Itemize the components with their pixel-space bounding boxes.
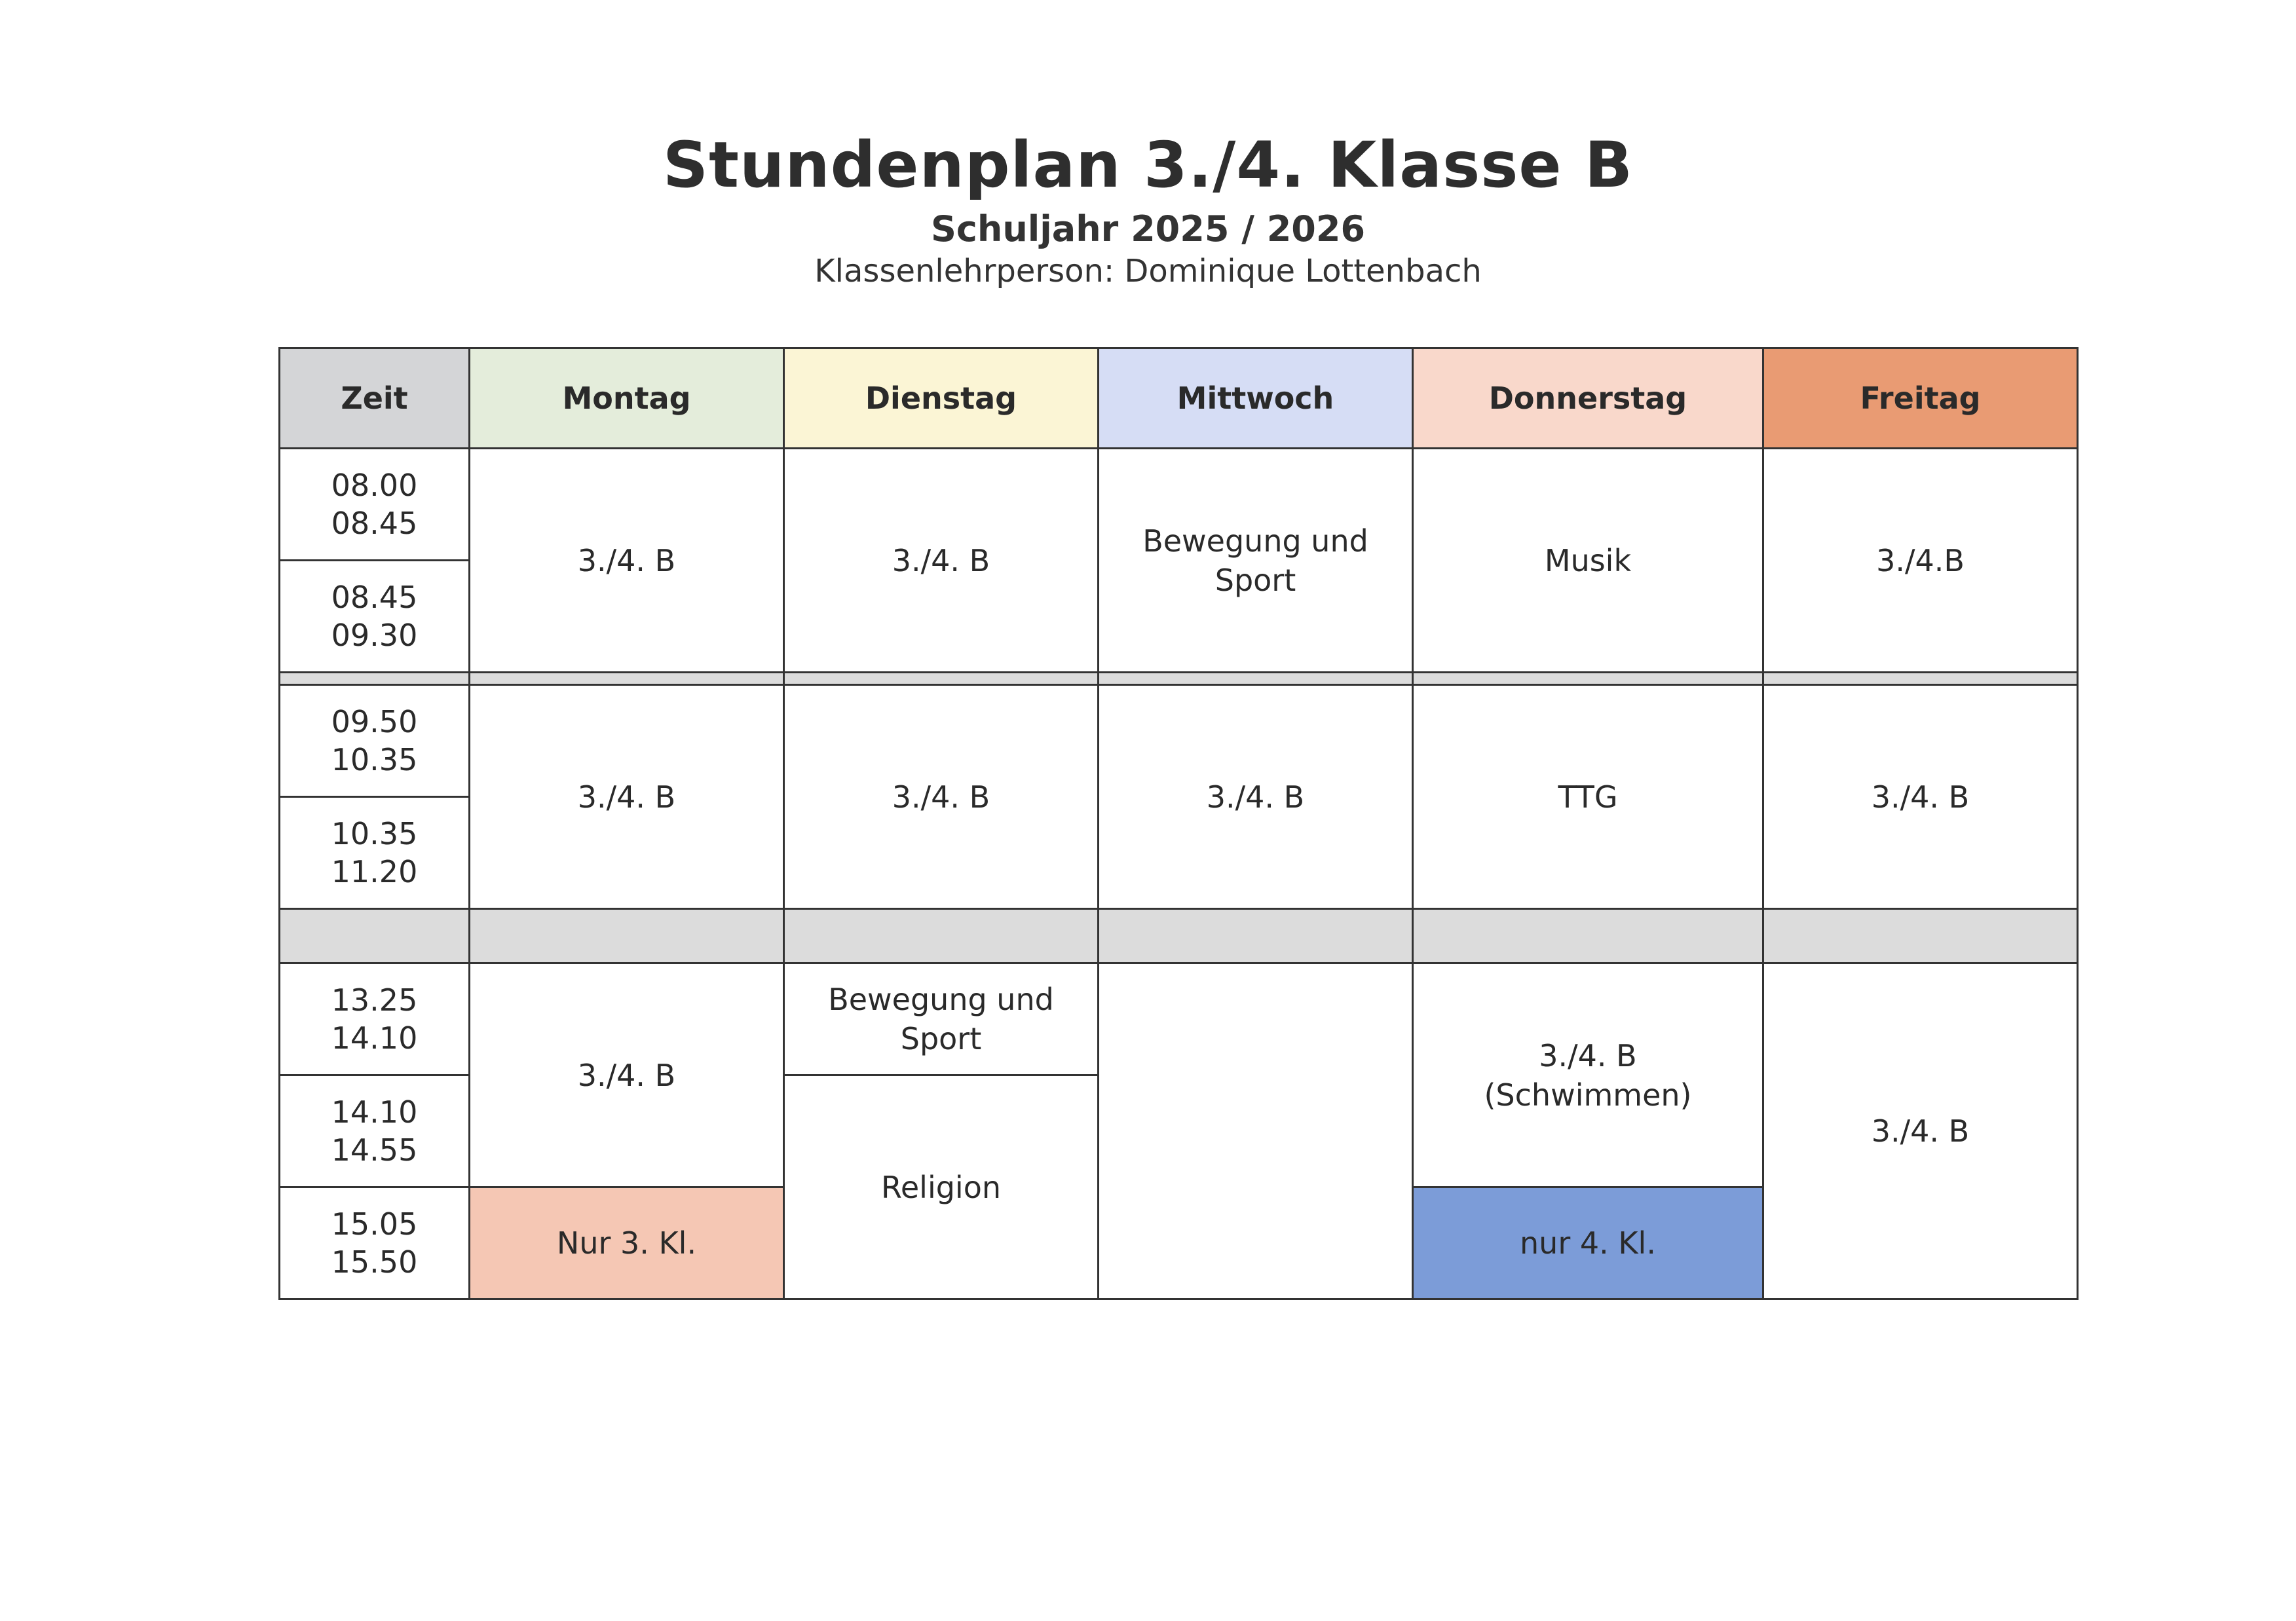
lesson-text: Religion [880,1169,1002,1205]
break-cell [470,673,784,685]
time-slot [280,685,470,797]
break-cell [1763,909,2078,963]
lesson-cell [1763,963,2078,1299]
lesson-cell [1413,685,1763,909]
lesson-cell [1099,449,1413,673]
lesson-cell [1099,963,1413,1299]
time-text: 09.50 10.35 [331,704,418,777]
lesson-text: TTG [1558,779,1618,815]
short-break-row [280,673,2078,685]
lesson-cell-nur3 [470,1187,784,1299]
lesson-cell-nur4 [1413,1187,1763,1299]
time-slot [280,1187,470,1299]
break-cell [1099,673,1413,685]
timetable [278,347,2079,1300]
lesson-cell [1763,685,2078,909]
page-title: Stundenplan 3./4. Klasse B [662,128,1634,202]
lesson-text: 3./4. B [1871,779,1970,815]
lesson-cell [1413,449,1763,673]
break-cell [280,909,470,963]
lesson-text: 3./4. B [1206,779,1305,815]
lesson-text: 3./4. B [892,779,990,815]
lesson-text: 3./4. B [892,542,990,578]
lesson-text: Bewegung und Sport [1142,523,1368,598]
lunch-break-row [280,909,2078,963]
lesson-text: 3./4. B [577,1057,676,1093]
lesson-text: 3./4. B [1871,1113,1970,1149]
lesson-text: 3./4. B [577,779,676,815]
lesson-cell [470,449,784,673]
lesson-cell [1763,449,2078,673]
break-cell [470,909,784,963]
table-row [280,449,2078,561]
time-text: 15.05 15.50 [331,1206,418,1280]
school-year: Schuljahr 2025 / 2026 [930,208,1366,250]
break-cell [784,909,1099,963]
lesson-text: Bewegung und Sport [828,982,1054,1056]
lesson-cell [470,963,784,1187]
time-text: 08.00 08.45 [331,468,418,541]
break-cell [1413,909,1763,963]
header-montag: Montag [470,348,784,449]
header-mittwoch: Mittwoch [1099,348,1413,449]
break-cell [1763,673,2078,685]
lesson-text: 3./4.B [1876,542,1965,578]
lesson-cell [784,963,1099,1075]
table-row [280,963,2078,1075]
header-donnerstag: Donnerstag [1413,348,1763,449]
break-cell [1099,909,1413,963]
time-slot [280,561,470,673]
time-slot [280,1075,470,1187]
time-text: 08.45 09.30 [331,580,418,653]
time-slot [280,797,470,909]
time-text: 10.35 11.20 [331,816,418,889]
lesson-cell [784,1075,1099,1299]
lesson-text: Musik [1544,542,1632,578]
lesson-text: 3./4. B [577,542,676,578]
lesson-text: Nur 3. Kl. [556,1225,697,1261]
time-slot [280,449,470,561]
time-text: 13.25 14.10 [331,982,418,1056]
break-cell [1413,673,1763,685]
lesson-text: nur 4. Kl. [1520,1225,1656,1261]
lesson-cell [1413,963,1763,1187]
lesson-cell [784,685,1099,909]
lesson-cell [784,449,1099,673]
header-freitag: Freitag [1763,348,2078,449]
time-text: 14.10 14.55 [331,1094,418,1168]
class-teacher: Klassenlehrperson: Dominique Lottenbach [814,253,1482,289]
break-cell [280,673,470,685]
header-dienstag: Dienstag [784,348,1099,449]
header-row [280,348,2078,449]
lesson-cell [1099,685,1413,909]
lesson-text: 3./4. B (Schwimmen) [1484,1037,1692,1113]
lesson-cell [470,685,784,909]
header-zeit: Zeit [280,348,470,449]
table-row [280,685,2078,797]
break-cell [784,673,1099,685]
time-slot [280,963,470,1075]
